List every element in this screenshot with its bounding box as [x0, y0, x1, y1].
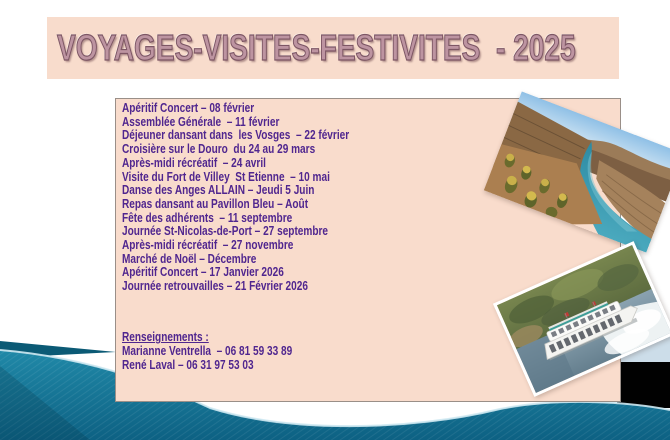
contact-heading: Renseignements : — [122, 330, 209, 344]
event-line: Après-midi récréatif – 24 avril — [122, 155, 266, 170]
event-line: Déjeuner dansant dans les Vosges – 22 février — [122, 128, 350, 143]
event-line: Assemblée Générale – 11 février — [122, 114, 280, 129]
contact-line: Marianne Ventrella – 06 81 59 33 89 — [122, 344, 293, 358]
event-line: Repas dansant au Pavillon Bleu – Août — [122, 196, 309, 211]
event-line: Après-midi récréatif – 27 novembre — [122, 238, 294, 253]
event-line: Marché de Noël – Décembre — [122, 251, 257, 266]
event-line: Apéritif Concert – 17 Janvier 2026 — [122, 265, 284, 280]
event-line: Journée retrouvailles – 21 Février 2026 — [122, 279, 308, 294]
title-banner — [47, 17, 619, 79]
event-line: Fête des adhérents – 11 septembre — [122, 210, 293, 225]
slide-title: VOYAGES-VISITES-FESTIVITES - 2025 — [57, 27, 576, 68]
event-line: Danse des Anges ALLAIN – Jeudi 5 Juin — [122, 183, 315, 198]
event-line: Croisière sur le Douro du 24 au 29 mars — [122, 142, 316, 157]
event-line: Apéritif Concert – 08 février — [122, 101, 255, 115]
event-line: Visite du Fort de Villey St Etienne – 10 mai — [122, 169, 330, 184]
event-line: Journée St-Nicolas-de-Port – 27 septembre — [122, 224, 329, 239]
contact-line: René Laval – 06 31 97 53 03 — [122, 358, 254, 372]
